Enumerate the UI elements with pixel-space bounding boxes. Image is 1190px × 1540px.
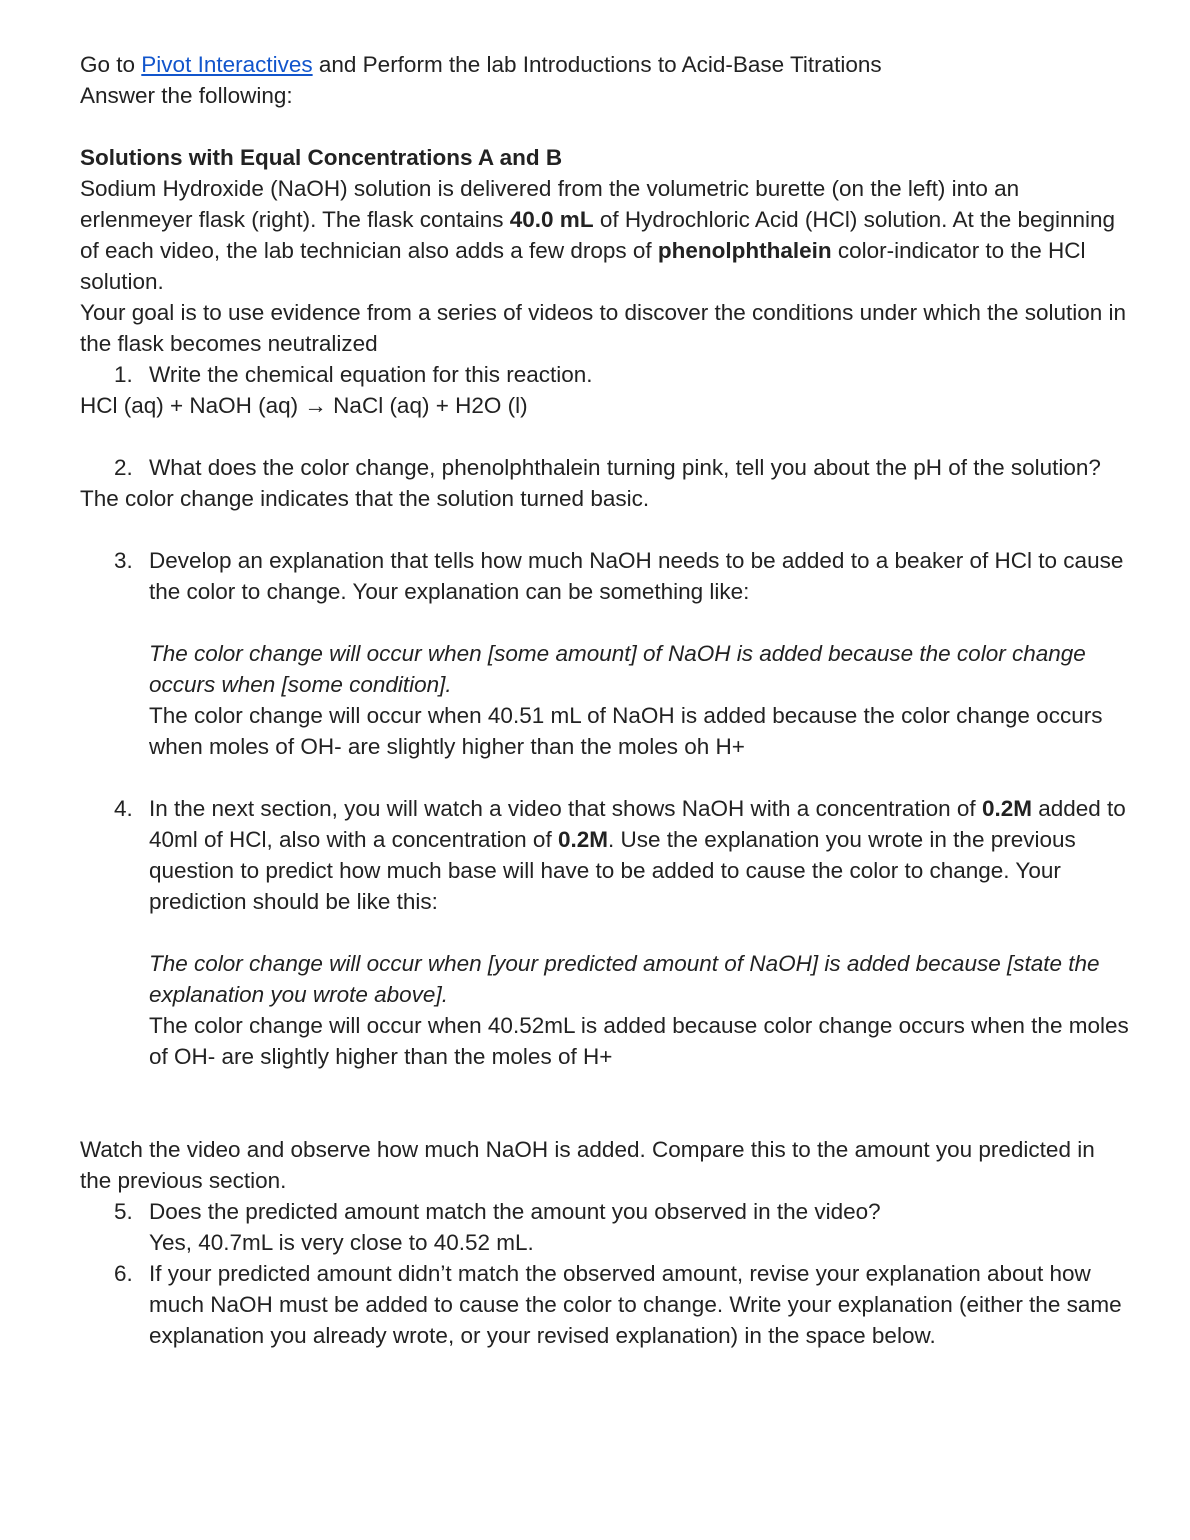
section-paragraph-2: Your goal is to use evidence from a series of videos to discover the conditions under which the solution in the flask becomes neutralized xyxy=(80,300,1127,356)
question-text: What does the color change, phenolphthalein turning pink, tell you about the pH of the solution? xyxy=(149,455,1101,480)
spacer xyxy=(80,762,1130,793)
intro-prefix: Go to xyxy=(80,52,142,77)
answer-following: Answer the following: xyxy=(80,83,293,108)
question-4 xyxy=(80,793,1130,917)
question-number: 3. xyxy=(114,548,133,573)
answer-5: Yes, 40.7mL is very close to 40.52 mL. xyxy=(149,1230,534,1255)
q4-text-b: added to 40ml of HCl, also with a concentration of xyxy=(149,796,1126,852)
watch-instructions: Watch the video and observe how much NaOH is added. Compare this to the amount you predicted in the previous section. xyxy=(80,1137,1095,1193)
spacer xyxy=(80,421,1130,452)
answer-3: The color change will occur when 40.51 mL of NaOH is added because the color change occurs when moles of OH- are slightly higher than the moles oh H+ xyxy=(149,703,1103,759)
q4-text-a: In the next section, you will watch a video that shows NaOH with a concentration of xyxy=(149,796,982,821)
answer-4: The color change will occur when 40.52mL is added because color change occurs when the moles of OH- are slightly higher than the moles of H+ xyxy=(149,1013,1129,1069)
p1-bold-volume: 40.0 mL xyxy=(509,207,594,232)
section-title: Solutions with Equal Concentrations A and B xyxy=(80,145,563,170)
question-number: 5. xyxy=(114,1199,133,1224)
question-text xyxy=(149,796,1126,914)
spacer xyxy=(80,514,1130,545)
answer-1: HCl (aq) + NaOH (aq) → NaCl (aq) + H2O (l) xyxy=(80,393,528,418)
question-2 xyxy=(80,452,1130,483)
question-number: 1. xyxy=(114,362,133,387)
p1-text-c: color-indicator to the HCl solution. xyxy=(80,238,1086,294)
question-1 xyxy=(80,359,1130,390)
question-text: Write the chemical equation for this reaction. xyxy=(149,362,593,387)
spacer xyxy=(80,1072,1130,1103)
question-text: Does the predicted amount match the amount you observed in the video? xyxy=(149,1199,881,1224)
p1-text-b: of Hydrochloric Acid (HCl) solution. At the beginning of each video, the lab technician also adds a few drops of xyxy=(80,207,1116,263)
spacer xyxy=(80,607,1130,638)
question-6 xyxy=(80,1258,1130,1351)
p1-bold-indicator: phenolphthalein xyxy=(657,238,832,263)
question-text: Develop an explanation that tells how much NaOH needs to be added to a beaker of HCl to cause the color to change. Your explanation can be something like: xyxy=(149,548,1124,604)
spacer xyxy=(80,111,1130,142)
document-page xyxy=(80,49,1130,1351)
question-text: If your predicted amount didn’t match the observed amount, revise your explanation about how much NaOH must be added to cause the color to change. Write your explanation (either the same explanation you already wrote, or your revised explanation) in the space below. xyxy=(149,1261,1122,1348)
question-5 xyxy=(80,1196,1130,1227)
template-3: The color change will occur when [some amount] of NaOH is added because the color change occurs when [some condition]. xyxy=(149,641,1086,697)
intro-line xyxy=(80,49,1130,80)
p1-text-a: Sodium Hydroxide (NaOH) solution is delivered from the volumetric burette (on the left) into an erlenmeyer flask (right). The flask contains xyxy=(80,176,1020,232)
pivot-interactives-link[interactable]: Pivot Interactives xyxy=(141,52,313,77)
question-3 xyxy=(80,545,1130,607)
template-4: The color change will occur when [your predicted amount of NaOH] is added because [state the explanation you wrote above]. xyxy=(149,951,1100,1007)
spacer xyxy=(80,917,1130,948)
question-number: 6. xyxy=(114,1261,133,1286)
q4-text-c: . Use the explanation you wrote in the previous question to predict how much base will have to be added to cause the color to change. Your prediction should be like this: xyxy=(149,827,1076,914)
question-number: 2. xyxy=(114,455,133,480)
section-paragraph-1 xyxy=(80,173,1130,297)
answer-2: The color change indicates that the solution turned basic. xyxy=(80,486,650,511)
q4-bold-hcl-conc: 0.2M xyxy=(557,827,608,852)
question-number: 4. xyxy=(114,796,133,821)
intro-suffix: and Perform the lab Introductions to Acid-Base Titrations xyxy=(312,52,882,77)
q4-bold-naoh-conc: 0.2M xyxy=(981,796,1032,821)
spacer xyxy=(80,1103,1130,1134)
